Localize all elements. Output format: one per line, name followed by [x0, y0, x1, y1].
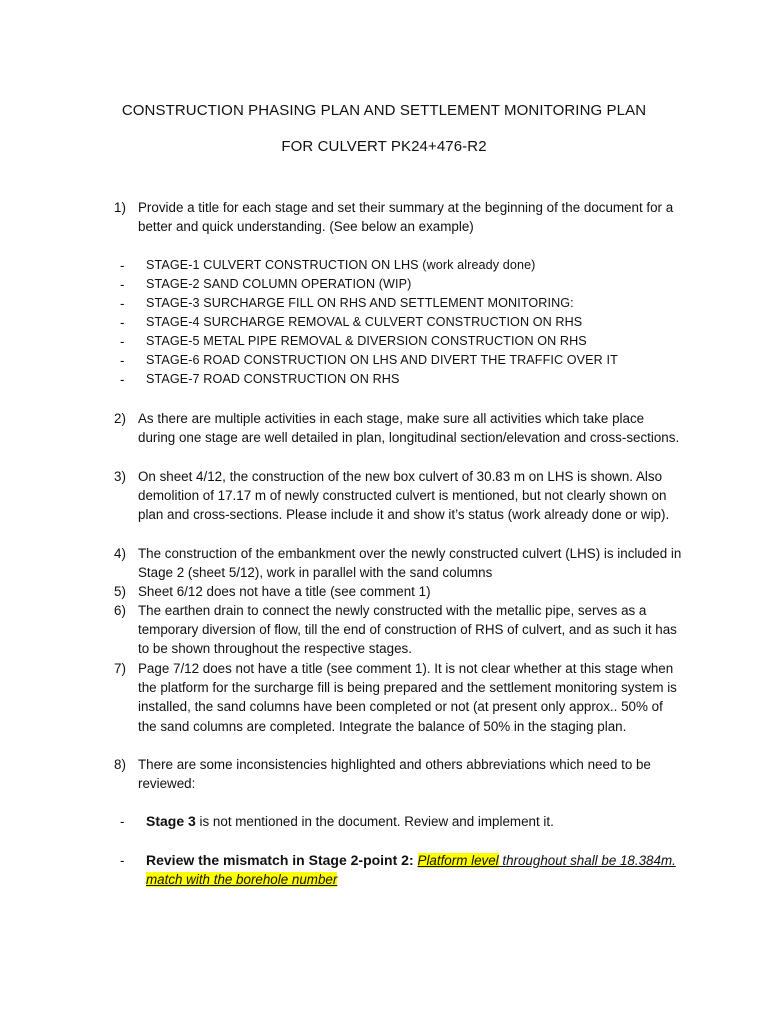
bullet-dash: -: [120, 277, 125, 292]
bullet-dash: -: [120, 258, 125, 273]
bullet-dash: -: [120, 296, 125, 311]
item-number: 6): [114, 603, 126, 618]
comment-item-3: [114, 467, 684, 525]
note-text: throughout shall be 18.384m.: [498, 853, 676, 868]
highlighted-text: match with the borehole number: [146, 872, 338, 888]
item-text: Page 7/12 does not have a title (see comment 1). It is not clear whether at this stage when the platform for the surcharge fill is being prepared and the settlement monitoring system is installed, the sand columns have been completed or not (at present only approx.. 50% of the sand columns are completed. Integrate the balance of 50% in the staging plan.: [138, 661, 677, 734]
stage-label: STAGE-2 SAND COLUMN OPERATION (WIP): [146, 277, 412, 291]
stage-label: STAGE-7 ROAD CONSTRUCTION ON RHS: [146, 372, 400, 386]
note-stage-3: [120, 812, 680, 831]
bullet-dash: -: [120, 334, 125, 349]
bullet-dash: -: [120, 853, 125, 868]
stage-label: STAGE-1 CULVERT CONSTRUCTION ON LHS (work already done): [146, 258, 536, 272]
item-number: 4): [114, 546, 126, 561]
item-text: Provide a title for each stage and set their summary at the beginning of the document for a better and quick understanding. (See below an example): [138, 200, 674, 235]
item-text: As there are multiple activities in each stage, make sure all activities which take place during one stage are well detailed in plan, longitudinal section/elevation and cross-sections.: [138, 411, 680, 446]
bullet-dash: -: [120, 315, 125, 330]
highlighted-text: Platform level: [417, 853, 499, 868]
note-mismatch: [120, 851, 680, 889]
item-number: 5): [114, 584, 126, 599]
comment-item-6: [114, 601, 684, 659]
stage-label: STAGE-4 SURCHARGE REMOVAL & CULVERT CONSTRUCTION ON RHS: [146, 315, 583, 329]
document-subtitle: FOR CULVERT PK24+476-R2: [281, 138, 487, 155]
item-text: On sheet 4/12, the construction of the new box culvert of 30.83 m on LHS is shown. Also demolition of 17.17 m of newly constructed culvert is mentioned, but not clearly shown on plan and cross-sections. Please include it and show it’s status (work already done or wip).: [138, 469, 670, 523]
item-text: The earthen drain to connect the newly constructed with the metallic pipe, serves as a temporary diversion of flow, till the end of construction of RHS of culvert, and as such it has to be shown throughout the respective stages.: [138, 603, 677, 657]
stage-list-item: [120, 275, 680, 294]
comment-item-7: [114, 659, 684, 736]
bullet-dash: -: [120, 372, 125, 387]
item-number: 1): [114, 200, 126, 215]
stage-list-item: [120, 351, 680, 370]
item-number: 2): [114, 411, 126, 426]
stage-label: STAGE-3 SURCHARGE FILL ON RHS AND SETTLEMENT MONITORING:: [146, 296, 574, 310]
item-text: The construction of the embankment over the newly constructed culvert (LHS) is included in Stage 2 (sheet 5/12), work in parallel with the sand columns: [138, 546, 682, 581]
stage-list-item: [120, 332, 680, 351]
comment-item-8: [114, 755, 684, 793]
stage-list-item: [120, 370, 680, 389]
bullet-dash: -: [120, 353, 125, 368]
item-text: There are some inconsistencies highlighted and others abbreviations which need to be reviewed:: [138, 757, 651, 792]
item-number: 3): [114, 469, 126, 484]
comment-item-1: [114, 198, 684, 236]
comment-item-5: [114, 582, 684, 601]
stage-list-item: [120, 313, 680, 332]
comment-item-4: [114, 544, 684, 582]
note-bold-label: Review the mismatch in Stage 2-point 2:: [146, 852, 418, 868]
stage-list-item: [120, 256, 680, 275]
stage-label: STAGE-5 METAL PIPE REMOVAL & DIVERSION CONSTRUCTION ON RHS: [146, 334, 587, 348]
item-number: 7): [114, 661, 126, 676]
note-text: is not mentioned in the document. Review and implement it.: [195, 814, 554, 829]
document-title: CONSTRUCTION PHASING PLAN AND SETTLEMENT MONITORING PLAN: [121, 102, 647, 119]
stage-list-item: [120, 294, 680, 313]
item-number: 8): [114, 757, 126, 772]
bullet-dash: -: [120, 814, 125, 829]
item-text: Sheet 6/12 does not have a title (see comment 1): [138, 584, 431, 599]
stage-label: STAGE-6 ROAD CONSTRUCTION ON LHS AND DIVERT THE TRAFFIC OVER IT: [146, 353, 618, 367]
comment-item-2: [114, 409, 684, 447]
note-bold-label: Stage 3: [146, 813, 196, 829]
